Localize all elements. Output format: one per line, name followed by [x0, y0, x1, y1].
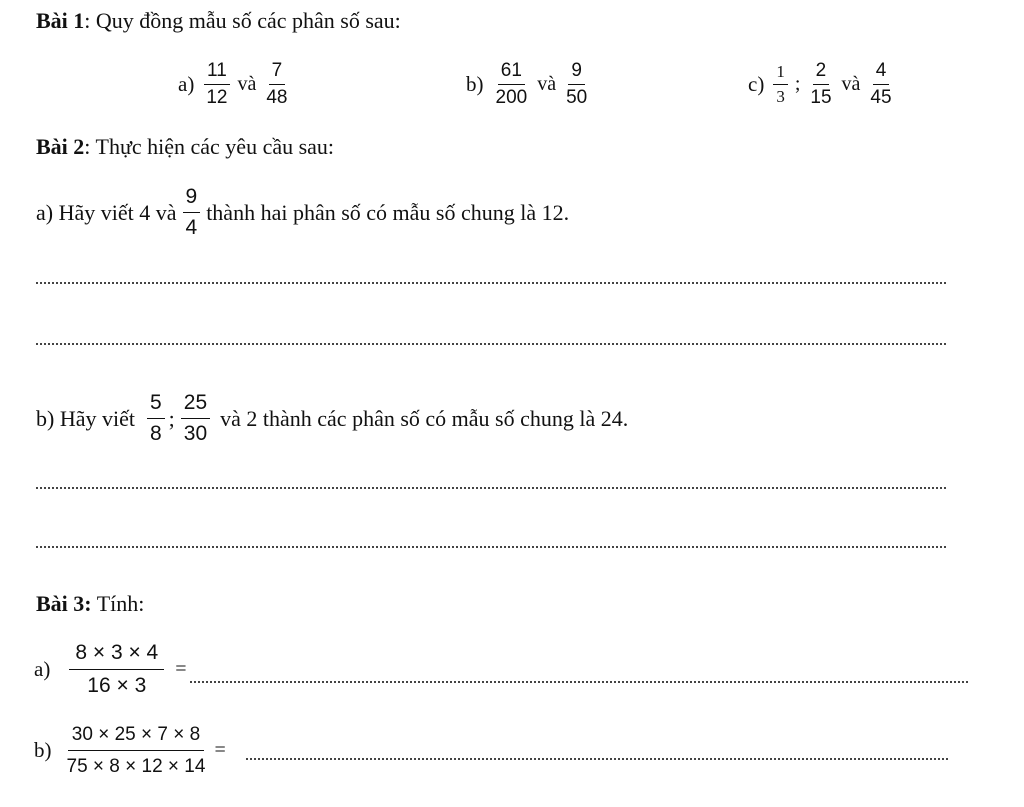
bai1-b-fraction-1 — [493, 60, 531, 109]
fraction-numerator: 4 — [873, 60, 890, 85]
bai3-b-fraction — [63, 722, 210, 779]
answer-line[interactable] — [36, 487, 946, 489]
bai1-b-label: b) — [466, 72, 484, 96]
bai1-a-fraction-1 — [203, 60, 230, 109]
bai3-title-bold: Bài 3: — [36, 591, 92, 616]
bai2-b-sep: ; — [168, 405, 175, 431]
bai1-b-conj: và — [537, 73, 557, 95]
answer-line[interactable] — [36, 343, 946, 345]
bai1-item-b — [466, 60, 593, 109]
bai3-b-label: b) — [34, 738, 52, 762]
bai1-c-fraction-2 — [807, 60, 834, 109]
bai1-title-bold: Bài 1 — [36, 8, 85, 33]
bai1-a-conj: và — [237, 73, 257, 95]
fraction-numerator: 9 — [568, 60, 585, 85]
bai1-a-label: a) — [178, 72, 195, 96]
bai2-title-rest: : Thực hiện các yêu cầu sau: — [84, 134, 335, 159]
answer-line[interactable] — [246, 758, 948, 760]
bai3-item-a — [34, 640, 191, 699]
fraction-numerator: 7 — [269, 60, 286, 85]
bai2-a-fraction — [183, 184, 201, 241]
bai2-a-after: thành hai phân số có mẫu số chung là 12. — [206, 199, 570, 225]
bai2-item-b — [36, 390, 628, 447]
bai2-a-before: a) Hãy viết 4 và — [36, 199, 177, 225]
bai1-item-a — [178, 60, 294, 109]
bai1-b-fraction-2 — [563, 60, 590, 109]
fraction-denominator: 16 × 3 — [87, 674, 147, 697]
answer-line[interactable] — [36, 546, 946, 548]
bai1-c-fraction-1 — [773, 62, 788, 107]
fraction-denominator: 3 — [776, 87, 785, 106]
fraction-numerator: 11 — [204, 60, 230, 85]
bai3-item-b — [34, 722, 226, 779]
bai2-b-fraction-2 — [181, 390, 210, 447]
bai3-a-label: a) — [34, 657, 51, 681]
fraction-numerator: 30 × 25 × 7 × 8 — [68, 722, 204, 751]
bai3-a-fraction — [69, 640, 164, 699]
fraction-denominator: 48 — [266, 87, 288, 108]
fraction-denominator: 200 — [495, 87, 528, 108]
fraction-denominator: 4 — [185, 216, 198, 239]
bai2-b-after: và 2 thành các phân số có mẫu số chung là 24. — [220, 405, 629, 431]
fraction-denominator: 45 — [870, 87, 892, 108]
answer-line[interactable] — [36, 282, 946, 284]
bai2-b-fraction-1 — [147, 390, 165, 447]
answer-line[interactable] — [190, 681, 968, 683]
bai2-title-bold: Bài 2 — [36, 134, 85, 159]
bai2-b-before: b) Hãy viết — [36, 405, 135, 431]
bai1-c-conj: và — [841, 73, 861, 95]
bai1-item-c — [748, 60, 898, 109]
fraction-numerator: 25 — [181, 390, 210, 419]
bai3-heading — [36, 591, 144, 617]
bai1-title-rest: : Quy đồng mẫu số các phân số sau: — [84, 8, 401, 33]
bai1-c-label: c) — [748, 72, 765, 96]
fraction-numerator: 5 — [147, 390, 165, 419]
bai2-item-a — [36, 184, 569, 241]
fraction-numerator: 8 × 3 × 4 — [69, 640, 164, 670]
fraction-numerator: 2 — [813, 60, 830, 85]
fraction-denominator: 8 — [149, 422, 162, 445]
fraction-denominator: 50 — [566, 87, 588, 108]
fraction-denominator: 12 — [206, 87, 228, 108]
fraction-denominator: 15 — [810, 87, 832, 108]
fraction-numerator: 61 — [498, 60, 525, 85]
bai1-a-fraction-2 — [263, 60, 290, 109]
fraction-numerator: 1 — [773, 62, 788, 85]
fraction-denominator: 30 — [183, 422, 208, 445]
bai2-heading — [36, 134, 334, 160]
bai1-heading — [36, 8, 401, 34]
fraction-numerator: 9 — [183, 184, 201, 213]
fraction-denominator: 75 × 8 × 12 × 14 — [66, 756, 206, 777]
bai1-c-sep: ; — [794, 73, 801, 95]
bai3-title-rest: Tính: — [91, 591, 145, 616]
bai3-a-equals: = — [175, 658, 187, 680]
bai3-b-equals: = — [214, 739, 226, 761]
bai1-c-fraction-3 — [867, 60, 894, 109]
